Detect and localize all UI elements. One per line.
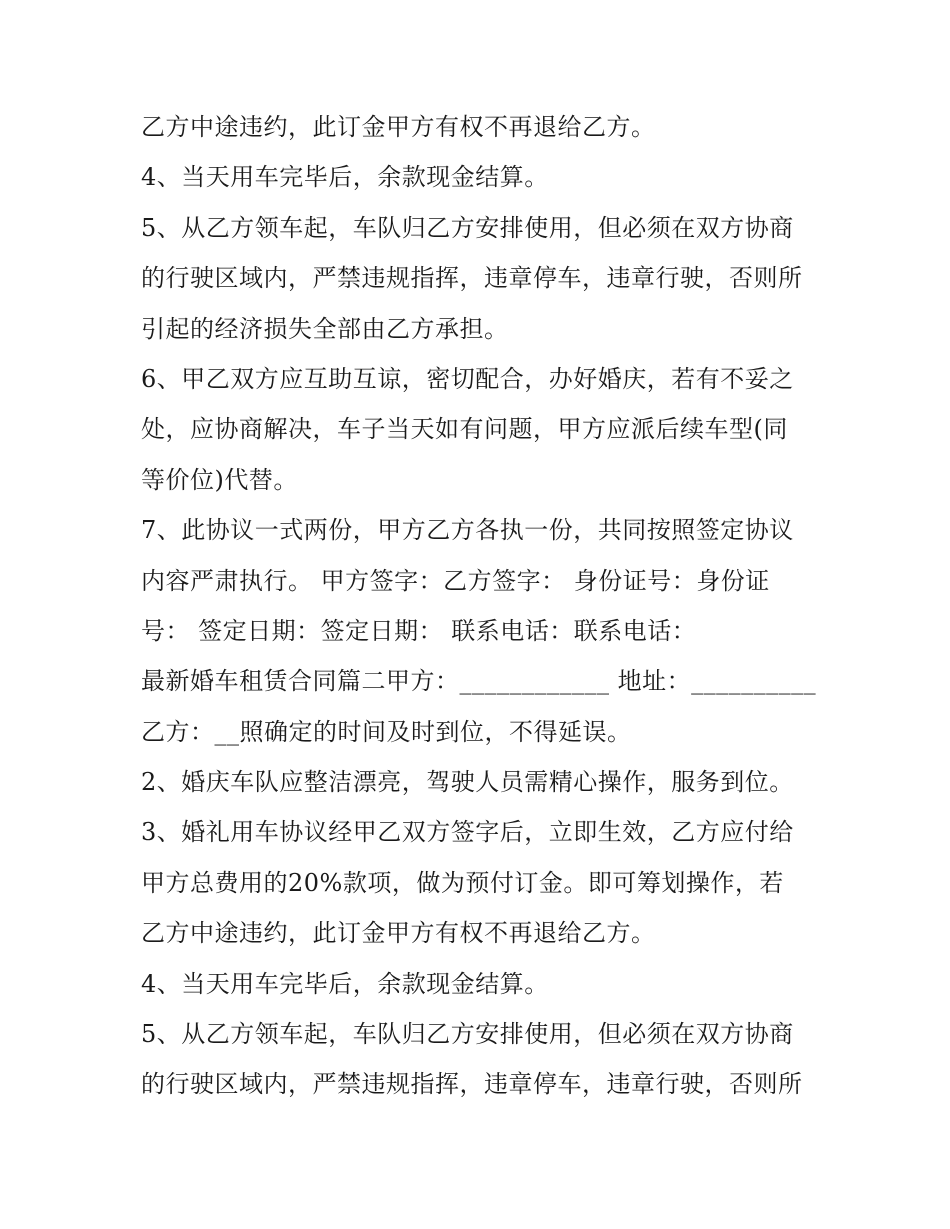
text-line: 的行驶区域内，严禁违规指挥，违章停车，违章行驶，否则所 <box>141 264 803 293</box>
text-line: 3、婚礼用车协议经甲乙双方签字后，立即生效，乙方应付给 <box>141 818 794 847</box>
text-line: 处，应协商解决，车子当天如有问题，甲方应派后续车型(同 <box>141 415 788 444</box>
document-body <box>141 102 831 1110</box>
text-line: 内容严肃执行。 甲方签字：乙方签字： 身份证号：身份证 <box>141 566 770 595</box>
text-line: 乙方：__照确定的时间及时到位，不得延误。 <box>141 717 632 746</box>
text-line: 甲方总费用的20%款项，做为预付订金。即可筹划操作，若 <box>141 868 784 897</box>
text-line: 7、此协议一式两份，甲方乙方各执一份，共同按照签定协议 <box>141 516 794 545</box>
text-line: 的行驶区域内，严禁违规指挥，违章停车，违章行驶，否则所 <box>141 1070 803 1099</box>
text-line: 引起的经济损失全部由乙方承担。 <box>141 314 509 343</box>
text-line: 等价位)代替。 <box>141 465 298 494</box>
text-line: 号： 签定日期：签定日期： 联系电话：联系电话： <box>141 616 697 645</box>
text-line: 乙方中途违约，此订金甲方有权不再退给乙方。 <box>141 113 656 141</box>
text-line: 4、当天用车完毕后，余款现金结算。 <box>141 969 549 998</box>
text-line: 4、当天用车完毕后，余款现金结算。 <box>141 163 549 192</box>
text-line: 5、从乙方领车起，车队归乙方安排使用，但必须在双方协商 <box>141 1020 794 1049</box>
text-line: 最新婚车租赁合同篇二甲方：____________ 地址：__________ <box>141 667 817 696</box>
text-line: 6、甲乙双方应互助互谅，密切配合，办好婚庆，若有不妥之 <box>141 364 794 393</box>
text-line: 5、从乙方领车起，车队归乙方安排使用，但必须在双方协商 <box>141 213 794 242</box>
text-line: 2、婚庆车队应整洁漂亮，驾驶人员需精心操作，服务到位。 <box>141 768 794 797</box>
text-line: 乙方中途违约，此订金甲方有权不再退给乙方。 <box>141 919 656 948</box>
